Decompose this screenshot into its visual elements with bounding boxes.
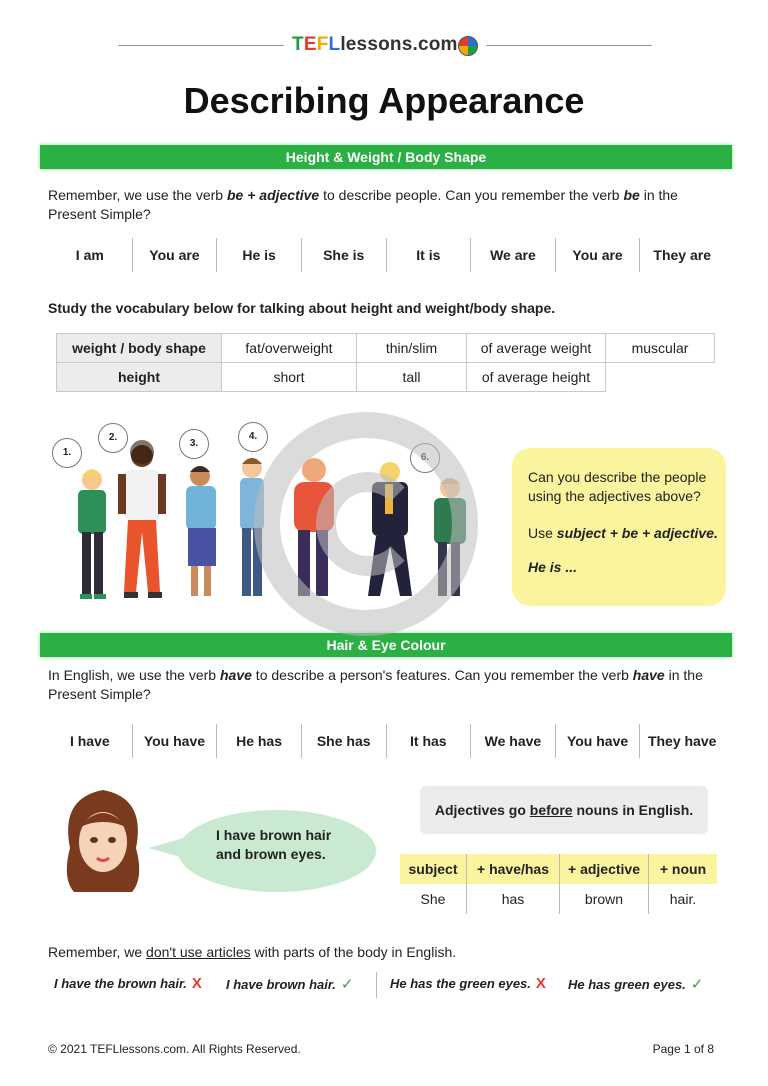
- be-form-cell: I am: [75, 247, 104, 263]
- be-forms-row: [48, 238, 724, 272]
- be-form-cell: They are: [639, 238, 724, 272]
- logo-letter: L: [328, 34, 341, 55]
- person-1-figure: [78, 469, 106, 599]
- table-row: [400, 884, 717, 914]
- have-form-cell: You have: [555, 724, 640, 758]
- vocab-cell: of average weight: [467, 334, 606, 363]
- logo-letter: E: [303, 34, 317, 55]
- logo-letter: F: [316, 34, 329, 55]
- vocab-cell: fat/overweight: [222, 334, 357, 363]
- be-form-cell: We are: [470, 238, 555, 272]
- person-3-figure: [186, 466, 216, 596]
- have-form-cell: I have: [69, 733, 110, 749]
- text-run: Use: [528, 525, 557, 541]
- text-run: be: [623, 187, 640, 203]
- structure-header: + noun: [649, 854, 718, 884]
- person-2-figure: [118, 440, 166, 598]
- have-form-cell: She has: [301, 724, 386, 758]
- person-number-badge: 4.: [238, 422, 268, 452]
- text-run: Remember, we: [48, 944, 147, 960]
- text-run: In English, we use the verb: [48, 667, 220, 683]
- example-text: I have brown hair.: [226, 977, 336, 992]
- structure-cell: has: [467, 884, 560, 914]
- be-form-cell: She is: [301, 238, 386, 272]
- row-header: weight / body shape: [57, 334, 222, 363]
- adjective-rule-box: [420, 786, 708, 834]
- speech-bubble-text: I have brown hair and brown eyes.: [216, 827, 332, 862]
- logo-text: lessons.com: [340, 34, 458, 55]
- globe-icon: [458, 36, 478, 56]
- have-forms-row: [48, 724, 724, 758]
- text-run: with parts of the body in English.: [250, 944, 457, 960]
- example-text: He has green eyes.: [568, 977, 686, 992]
- structure-header: subject: [400, 854, 467, 884]
- empty-cell: [606, 363, 715, 392]
- have-form-cell: You have: [132, 724, 217, 758]
- articles-note: [48, 943, 728, 962]
- intro-have-paragraph: [48, 666, 728, 704]
- table-row: [57, 334, 715, 363]
- text-run: be + adjective: [226, 187, 320, 203]
- text-run: don't use articles: [146, 944, 251, 960]
- example-right: [226, 975, 353, 993]
- text-run: Remember, we use the verb: [48, 187, 227, 203]
- be-form-cell: It is: [386, 238, 471, 272]
- footer-copyright: © 2021 TEFLlessons.com. All Rights Reserved.: [48, 1042, 301, 1056]
- text-run: have: [220, 667, 252, 683]
- example-wrong: [390, 975, 546, 992]
- header-rule-left: [118, 45, 284, 46]
- example-text: He has the green eyes.: [390, 976, 531, 991]
- structure-cell: hair.: [649, 884, 718, 914]
- text-run: in the Present Simple?: [48, 667, 703, 702]
- text-run: before: [529, 802, 573, 818]
- text-run: to describe a person's features. Can you remember the verb: [251, 667, 633, 683]
- text-run: subject + be + adjective.: [556, 525, 718, 541]
- table-row: [400, 854, 717, 884]
- be-form-cell: He is: [216, 238, 301, 272]
- task-starter: He is ...: [528, 559, 578, 575]
- person-number-badge: 3.: [179, 429, 209, 459]
- text-run: in the Present Simple?: [48, 187, 678, 222]
- text-run: to describe people. Can you remember the verb: [319, 187, 624, 203]
- be-form-cell: You are: [132, 238, 217, 272]
- text-run: have: [632, 667, 665, 683]
- vocab-cell: thin/slim: [357, 334, 467, 363]
- have-form-cell: It has: [386, 724, 471, 758]
- logo-letter: T: [292, 34, 304, 55]
- example-wrong: [54, 975, 202, 992]
- copyright-watermark-c: [316, 472, 420, 576]
- person-number-badge: 2.: [98, 423, 128, 453]
- structure-cell: brown: [560, 884, 649, 914]
- text-run: nouns in English.: [572, 802, 694, 818]
- have-form-cell: They have: [639, 724, 724, 758]
- have-form-cell: We have: [470, 724, 555, 758]
- vocab-cell: tall: [357, 363, 467, 392]
- row-header: height: [57, 363, 222, 392]
- sentence-structure-table: [400, 854, 717, 914]
- person-number-badge: 6.: [410, 443, 440, 473]
- task-prompt-box: [512, 448, 726, 606]
- study-instruction: Study the vocabulary below for talking about height and weight/body shape.: [48, 300, 556, 316]
- vocab-cell: of average height: [467, 363, 606, 392]
- woman-face-illustration: [60, 788, 146, 892]
- page-title: Describing Appearance: [183, 80, 585, 121]
- footer-page-number: Page 1 of 8: [652, 1042, 714, 1056]
- structure-header: + adjective: [560, 854, 649, 884]
- task-question: Can you describe the people using the adjectives above?: [528, 469, 707, 504]
- intro-be-paragraph: [48, 186, 728, 224]
- table-row: [57, 363, 715, 392]
- check-icon: ✓: [690, 976, 704, 993]
- person-number-badge: 1.: [52, 438, 82, 468]
- structure-header: + have/has: [467, 854, 560, 884]
- cross-icon: X: [535, 975, 546, 992]
- check-icon: ✓: [340, 976, 354, 993]
- structure-cell: She: [420, 891, 446, 907]
- site-logo: [292, 34, 458, 56]
- example-divider: [376, 972, 377, 998]
- header-rule-right: [486, 45, 652, 46]
- cross-icon: X: [191, 975, 202, 992]
- example-text: I have the brown hair.: [54, 976, 187, 991]
- task-use-hint: [528, 524, 718, 543]
- example-right: [568, 975, 703, 993]
- vocab-cell: short: [222, 363, 357, 392]
- section-bar-height-weight: Height & Weight / Body Shape: [40, 145, 732, 169]
- vocabulary-table: [56, 333, 715, 392]
- be-form-cell: You are: [555, 238, 640, 272]
- have-form-cell: He has: [216, 724, 301, 758]
- text-run: Adjectives go: [434, 802, 530, 818]
- section-bar-hair-eye: Hair & Eye Colour: [40, 633, 732, 657]
- vocab-cell: muscular: [606, 334, 715, 363]
